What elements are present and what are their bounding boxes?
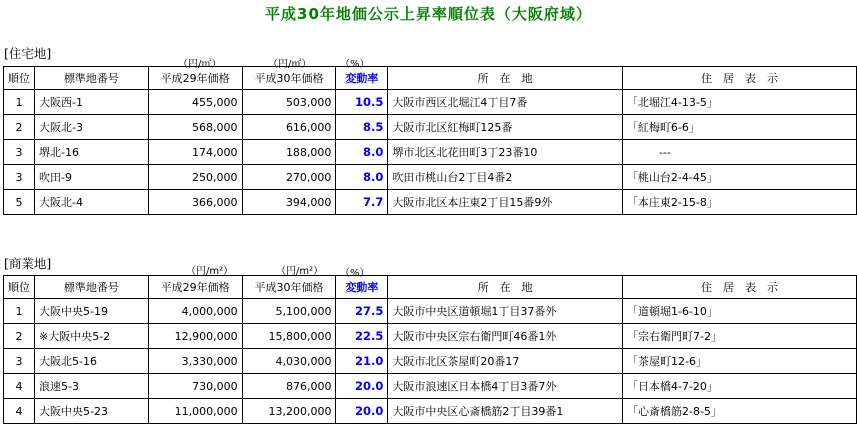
cell-location: 大阪市中央区宗右衛門町46番1外: [388, 324, 623, 349]
cell-rank: 1: [4, 299, 35, 324]
cell-rank: 3: [4, 165, 35, 190]
unit-rate: （%）: [340, 268, 370, 279]
commercial-table: [3, 275, 857, 424]
cell-location: 大阪市浪速区日本橋4丁目3番7外: [388, 374, 623, 399]
table-row: [4, 140, 857, 165]
section-label-residential: [住宅地]: [4, 46, 52, 61]
cell-rank: 3: [4, 349, 35, 374]
header-address: 住 居 表 示: [622, 276, 856, 299]
cell-price29: 3,330,000: [148, 349, 242, 374]
cell-address: 「本庄東2-15-8」: [622, 190, 856, 215]
cell-id: 大阪中央5-19: [35, 299, 149, 324]
cell-price30: 5,100,000: [242, 299, 336, 324]
cell-price29: 250,000: [148, 165, 242, 190]
cell-rate: 10.5: [336, 90, 388, 115]
cell-location: 大阪市中央区道頓堀1丁目37番外: [388, 299, 623, 324]
cell-price29: 730,000: [148, 374, 242, 399]
header-rate: 変動率: [336, 276, 388, 299]
cell-address: 「北堀江4-13-5」: [622, 90, 856, 115]
cell-price29: 366,000: [148, 190, 242, 215]
residential-table: [3, 66, 857, 215]
cell-location: 大阪市北区茶屋町20番17: [388, 349, 623, 374]
cell-id: 大阪北5-16: [35, 349, 149, 374]
cell-price30: 616,000: [242, 115, 336, 140]
cell-rank: 1: [4, 90, 35, 115]
table-row: [4, 190, 857, 215]
cell-price29: 12,900,000: [148, 324, 242, 349]
cell-location: 吹田市桃山台2丁目4番2: [388, 165, 623, 190]
cell-rank: 5: [4, 190, 35, 215]
unit-price30: （円/㎡）: [268, 59, 312, 70]
cell-price30: 188,000: [242, 140, 336, 165]
cell-rate: 8.0: [336, 165, 388, 190]
cell-rate: 20.0: [336, 374, 388, 399]
cell-location: 大阪市北区紅梅町125番: [388, 115, 623, 140]
header-address: 住 居 表 示: [622, 67, 856, 90]
table-row: [4, 90, 857, 115]
cell-price30: 394,000: [242, 190, 336, 215]
cell-price30: 15,800,000: [242, 324, 336, 349]
cell-address: 「桃山台2-4-45」: [622, 165, 856, 190]
cell-id: 吹田-9: [35, 165, 149, 190]
cell-address: 「道頓堀1-6-10」: [622, 299, 856, 324]
cell-rate: 21.0: [336, 349, 388, 374]
cell-rank: 2: [4, 324, 35, 349]
cell-price30: 503,000: [242, 90, 336, 115]
cell-price30: 4,030,000: [242, 349, 336, 374]
cell-location: 大阪市西区北堀江4丁目7番: [388, 90, 623, 115]
cell-address: 「宗右衛門町7-2」: [622, 324, 856, 349]
table-row: [4, 374, 857, 399]
table-row: [4, 399, 857, 424]
cell-address: 「紅梅町6-6」: [622, 115, 856, 140]
cell-id: 大阪北-4: [35, 190, 149, 215]
cell-rate: 8.0: [336, 140, 388, 165]
header-id: 標準地番号: [35, 276, 149, 299]
header-price29: 平成29年価格: [148, 67, 242, 90]
header-id: 標準地番号: [35, 67, 149, 90]
cell-rank: 2: [4, 115, 35, 140]
header-rate: 変動率: [336, 67, 388, 90]
cell-price29: 4,000,000: [148, 299, 242, 324]
cell-rate: 8.5: [336, 115, 388, 140]
section-label-commercial: [商業地]: [4, 256, 52, 271]
table-row: [4, 115, 857, 140]
table-row: [4, 349, 857, 374]
cell-address: ---: [622, 140, 856, 165]
cell-id: 浪速5-3: [35, 374, 149, 399]
page-title: 平成30年地価公示上昇率順位表（大阪府域）: [265, 5, 592, 23]
cell-id: 大阪西-1: [35, 90, 149, 115]
cell-rate: 27.5: [336, 299, 388, 324]
unit-rate: （%）: [340, 59, 370, 70]
cell-id: 大阪北-3: [35, 115, 149, 140]
header-location: 所 在 地: [388, 67, 623, 90]
cell-rate: 7.7: [336, 190, 388, 215]
table-row: [4, 165, 857, 190]
cell-price30: 876,000: [242, 374, 336, 399]
header-rank: 順位: [4, 67, 35, 90]
cell-rank: 3: [4, 140, 35, 165]
cell-rate: 20.0: [336, 399, 388, 424]
header-price30: 平成30年価格: [242, 67, 336, 90]
cell-id: 大阪中央5-23: [35, 399, 149, 424]
table-header-row: [4, 67, 857, 90]
cell-price29: 174,000: [148, 140, 242, 165]
cell-address: 「日本橋4-7-20」: [622, 374, 856, 399]
cell-price30: 13,200,000: [242, 399, 336, 424]
header-location: 所 在 地: [388, 276, 623, 299]
cell-location: 大阪市北区本庄東2丁目15番9外: [388, 190, 623, 215]
header-price30: 平成30年価格: [242, 276, 336, 299]
cell-rank: 4: [4, 399, 35, 424]
unit-price29: （円/㎡）: [178, 59, 222, 70]
cell-price30: 270,000: [242, 165, 336, 190]
table-row: [4, 324, 857, 349]
unit-price29: （円/m²）: [186, 266, 234, 277]
header-price29: 平成29年価格: [148, 276, 242, 299]
cell-rate: 22.5: [336, 324, 388, 349]
cell-price29: 568,000: [148, 115, 242, 140]
cell-price29: 11,000,000: [148, 399, 242, 424]
cell-address: 「茶屋町12-6」: [622, 349, 856, 374]
cell-price29: 455,000: [148, 90, 242, 115]
cell-address: 「心斎橋筋2-8-5」: [622, 399, 856, 424]
cell-location: 大阪市中央区心斎橋筋2丁目39番1: [388, 399, 623, 424]
cell-rank: 4: [4, 374, 35, 399]
table-header-row: [4, 276, 857, 299]
header-rank: 順位: [4, 276, 35, 299]
unit-price30: （円/m²）: [276, 266, 324, 277]
table-row: [4, 299, 857, 324]
cell-location: 堺市北区北花田町3丁23番10: [388, 140, 623, 165]
cell-id: 堺北-16: [35, 140, 149, 165]
cell-id: ※大阪中央5-2: [35, 324, 149, 349]
